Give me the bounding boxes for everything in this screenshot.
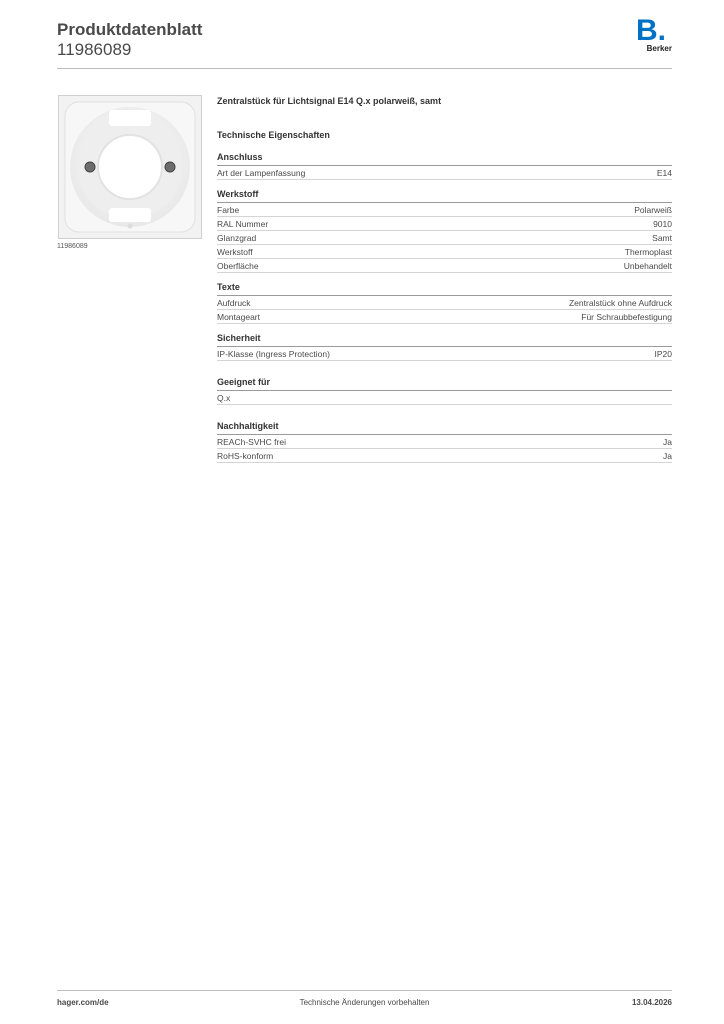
row-label: Montageart (217, 311, 260, 322)
product-name: Zentralstück für Lichtsignal E14 Q.x polarweiß, samt (217, 96, 442, 106)
table-row (217, 217, 672, 231)
row-value: Für Schraubbefestigung (581, 311, 672, 322)
group-title: Anschluss (217, 152, 672, 166)
page-footer (57, 998, 672, 1010)
row-value: IP20 (654, 348, 672, 359)
group-anschluss (217, 152, 672, 180)
group-texte (217, 282, 672, 324)
row-value: Samt (652, 232, 672, 243)
group-title: Geeignet für (217, 377, 672, 391)
berker-logo (636, 14, 672, 56)
table-row (217, 203, 672, 217)
product-details (217, 96, 672, 472)
row-value: Ja (663, 436, 672, 447)
footer-website: hager.com/de (57, 998, 109, 1007)
row-label: Q.x (217, 392, 231, 403)
table-row (217, 347, 672, 361)
document-title: Produktdatenblatt (57, 20, 203, 39)
table-row (217, 259, 672, 273)
row-value: E14 (656, 167, 672, 178)
table-row (217, 310, 672, 324)
group-title: Nachhaltigkeit (217, 421, 672, 435)
product-image (58, 95, 202, 239)
row-label: Werkstoff (217, 246, 253, 257)
row-label: RoHS-konform (217, 450, 274, 461)
row-value: 9010 (653, 218, 672, 229)
row-label: Art der Lampenfassung (217, 167, 306, 178)
header-divider (57, 68, 672, 69)
logo-text: Berker (646, 44, 672, 53)
table-row (217, 435, 672, 449)
table-row (217, 449, 672, 463)
row-label: Glanzgrad (217, 232, 257, 243)
table-row (217, 296, 672, 310)
row-value: Polarweiß (634, 204, 672, 215)
footer-date: 13.04.2026 (631, 998, 672, 1007)
row-value: Thermoplast (624, 246, 672, 257)
row-value: Ja (663, 450, 672, 461)
table-row (217, 245, 672, 259)
group-title: Werkstoff (217, 189, 672, 203)
row-label: REACh-SVHC frei (217, 436, 286, 447)
table-row (217, 391, 672, 405)
footer-divider (57, 990, 672, 991)
central-plate-illustration (59, 96, 201, 238)
table-row (217, 166, 672, 180)
row-label: Oberfläche (217, 260, 259, 271)
footer-disclaimer: Technische Änderungen vorbehalten (299, 998, 430, 1007)
row-value: Unbehandelt (623, 260, 672, 271)
section-title: Technische Eigenschaften (217, 130, 330, 140)
document-number: 11986089 (57, 40, 132, 59)
row-label: RAL Nummer (217, 218, 269, 229)
logo-letter: B. (636, 14, 666, 47)
table-row (217, 231, 672, 245)
group-werkstoff (217, 189, 672, 273)
row-label: IP-Klasse (Ingress Protection) (217, 348, 330, 359)
page-header (57, 14, 672, 70)
group-nachhaltigkeit (217, 421, 672, 463)
group-title: Sicherheit (217, 333, 672, 347)
row-label: Aufdruck (217, 297, 251, 308)
group-sicherheit (217, 333, 672, 361)
row-label: Farbe (217, 204, 240, 215)
group-geeignet-fuer (217, 377, 672, 405)
group-title: Texte (217, 282, 672, 296)
row-value: Zentralstück ohne Aufdruck (568, 297, 672, 308)
image-caption: 11986089 (57, 243, 88, 250)
